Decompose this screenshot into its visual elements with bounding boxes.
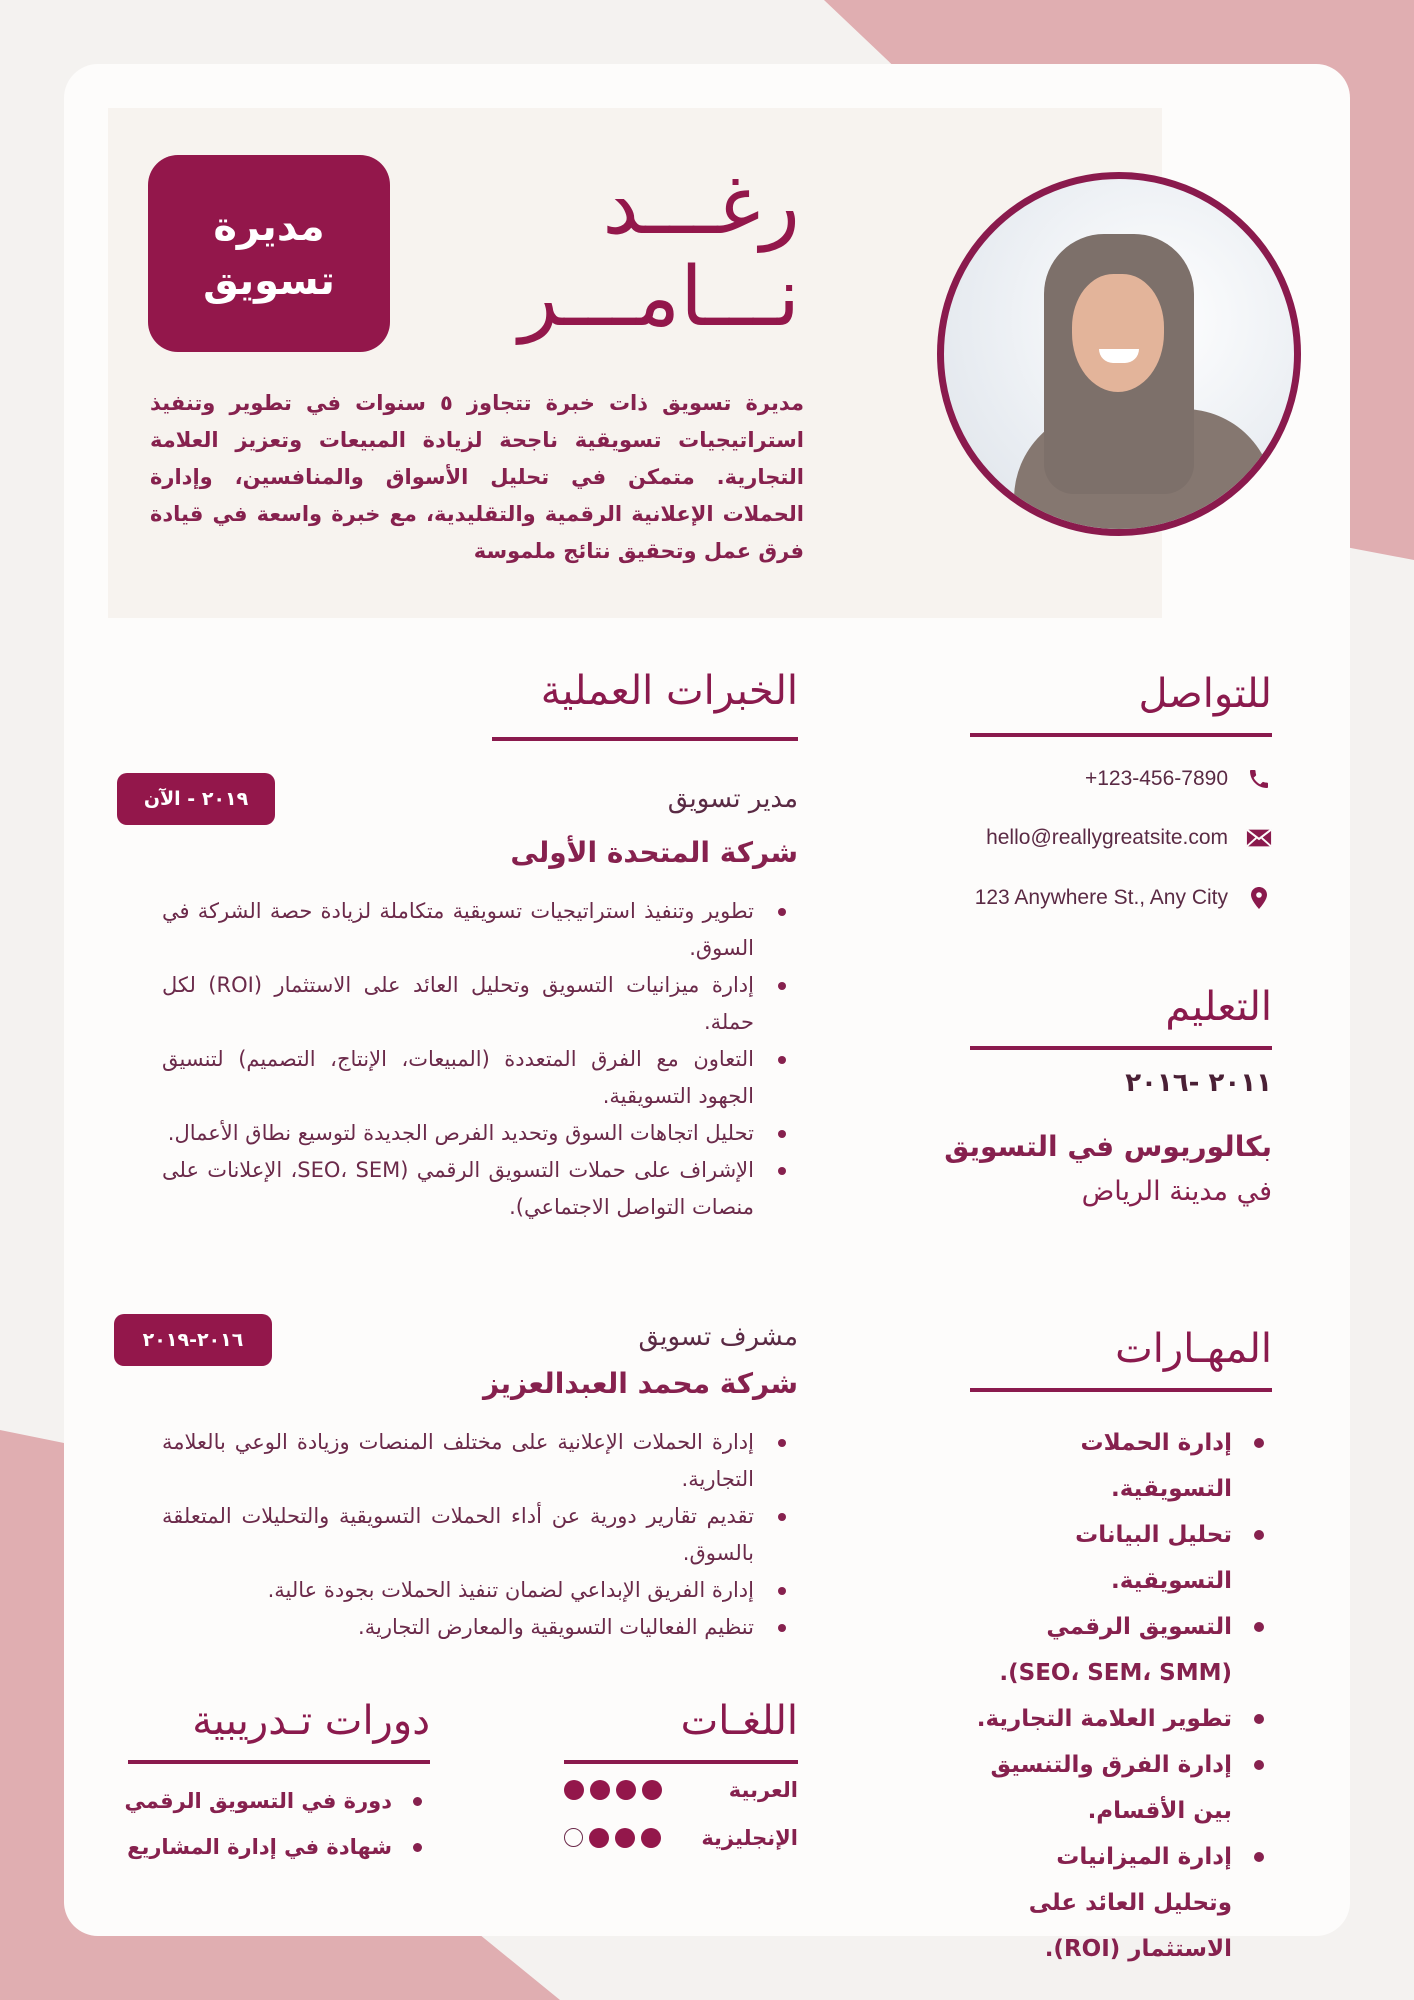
contact-section-title: للتواصل (1138, 671, 1272, 717)
skills-divider (970, 1388, 1272, 1392)
job-2-date-badge: ٢٠١٦-٢٠١٩ (114, 1314, 272, 1366)
level-dot-filled (615, 1828, 635, 1848)
experience-section-title: الخبرات العملية (540, 668, 798, 714)
email-value[interactable]: hello@reallygreatsite.com (986, 826, 1228, 849)
education-section-title: التعليم (1165, 984, 1272, 1030)
skill-item: إدارة الميزانيات وتحليل العائد على الاستثمار (ROI). (972, 1834, 1272, 1972)
level-dot-filled (642, 1780, 662, 1800)
education-place: في مدينة الرياض (1081, 1176, 1272, 1207)
job-title-line2: تسويق (203, 257, 335, 304)
language-row-arabic (564, 1778, 798, 1802)
level-dot-filled (616, 1780, 636, 1800)
job-bullet: تطوير وتنفيذ استراتيجيات تسويقية متكاملة لزيادة حصة الشركة في السوق. (162, 893, 798, 967)
languages-section-title: اللغـات (680, 1698, 798, 1744)
job-bullet: تقديم تقارير دورية عن أداء الحملات التسويقية والتحليلات المتعلقة بالسوق. (162, 1498, 798, 1572)
first-name: رغـــد (602, 158, 800, 253)
languages-divider (564, 1760, 798, 1764)
job-bullet: إدارة الحملات الإعلانية على مختلف المنصات وزيادة الوعي بالعلامة التجارية. (162, 1424, 798, 1498)
skill-item: التسويق الرقمي (SEO، SEM، SMM). (972, 1604, 1272, 1696)
profile-photo (937, 172, 1301, 536)
experience-divider (492, 737, 798, 741)
skills-list (972, 1420, 1272, 1972)
level-dot-filled (564, 1780, 584, 1800)
skills-section-title: المهـارات (1115, 1326, 1272, 1372)
profile-summary: مديرة تسويق ذات خبرة تتجاوز ٥ سنوات في تطوير وتنفيذ استراتيجيات تسويقية ناجحة لزيادة المبيعات وتعزيز العلامة التجارية. متمكن في تحليل الأسواق والمنافسين، وإدارة الحملات الإعلانية الرقمية والتقليدية، مع خبرة واسعة في قيادة فرق عمل وتحقيق نتائج ملموسة (150, 391, 804, 563)
skill-item: إدارة الفرق والتنسيق بين الأقسام. (972, 1742, 1272, 1834)
language-row-english (564, 1826, 798, 1850)
level-dot-filled (589, 1828, 609, 1848)
job-2-company: شركة محمد العبدالعزيز (483, 1367, 798, 1400)
photo-face-shape (1072, 274, 1164, 392)
contact-phone (1085, 766, 1272, 792)
job-2-role: مشرف تسويق (638, 1322, 798, 1352)
education-degree: بكالوريوس في التسويق (944, 1130, 1272, 1163)
skill-item: تحليل البيانات التسويقية. (972, 1512, 1272, 1604)
job-1-company: شركة المتحدة الأولى (510, 836, 798, 869)
last-name: نـــامـــر (518, 249, 800, 345)
language-level-dots (564, 1780, 662, 1800)
contact-email (986, 825, 1272, 851)
course-item: شهادة في إدارة المشاريع (110, 1824, 430, 1870)
language-name: الإنجليزية (701, 1826, 798, 1850)
courses-section-title: دورات تـدريبية (192, 1698, 430, 1744)
job-title-line1: مديرة (213, 203, 325, 250)
language-level-dots (564, 1828, 661, 1848)
address-value: 123 Anywhere St., Any City (974, 886, 1228, 909)
level-dot-filled (641, 1828, 661, 1848)
phone-icon (1246, 766, 1272, 792)
skill-item: تطوير العلامة التجارية. (972, 1696, 1272, 1742)
contact-divider (970, 733, 1272, 737)
education-divider (970, 1046, 1272, 1050)
job-bullet: التعاون مع الفرق المتعددة (المبيعات، الإنتاج، التصميم) لتنسيق الجهود التسويقية. (162, 1041, 798, 1115)
skill-item: إدارة الحملات التسويقية. (972, 1420, 1272, 1512)
job-bullet: إدارة ميزانيات التسويق وتحليل العائد على الاستثمار (ROI) لكل حملة. (162, 967, 798, 1041)
location-pin-icon (1246, 885, 1272, 911)
job-2-bullets (162, 1424, 798, 1646)
job-bullet: إدارة الفريق الإبداعي لضمان تنفيذ الحملات بجودة عالية. (162, 1572, 798, 1609)
contact-address (975, 885, 1272, 911)
phone-value[interactable]: +123-456-7890 (1084, 767, 1228, 790)
level-dot-filled (590, 1780, 610, 1800)
job-title-badge (148, 155, 390, 352)
job-1-bullets (162, 893, 798, 1226)
education-years: ٢٠١١ -٢٠١٦ (1125, 1068, 1272, 1098)
course-item: دورة في التسويق الرقمي (110, 1778, 430, 1824)
job-bullet: تحليل اتجاهات السوق وتحديد الفرص الجديدة لتوسيع نطاق الأعمال. (162, 1115, 798, 1152)
full-name (380, 160, 800, 344)
language-name: العربية (728, 1778, 798, 1802)
job-bullet: الإشراف على حملات التسويق الرقمي (SEO، SEM، الإعلانات على منصات التواصل الاجتماعي). (162, 1152, 798, 1226)
level-dot-empty (564, 1828, 583, 1847)
courses-list (110, 1778, 430, 1870)
job-1-date-badge: ٢٠١٩ - الآن (117, 773, 275, 825)
job-1-role: مدير تسويق (667, 784, 798, 814)
job-bullet: تنظيم الفعاليات التسويقية والمعارض التجارية. (162, 1609, 798, 1646)
courses-divider (128, 1760, 430, 1764)
envelope-icon (1246, 825, 1272, 851)
